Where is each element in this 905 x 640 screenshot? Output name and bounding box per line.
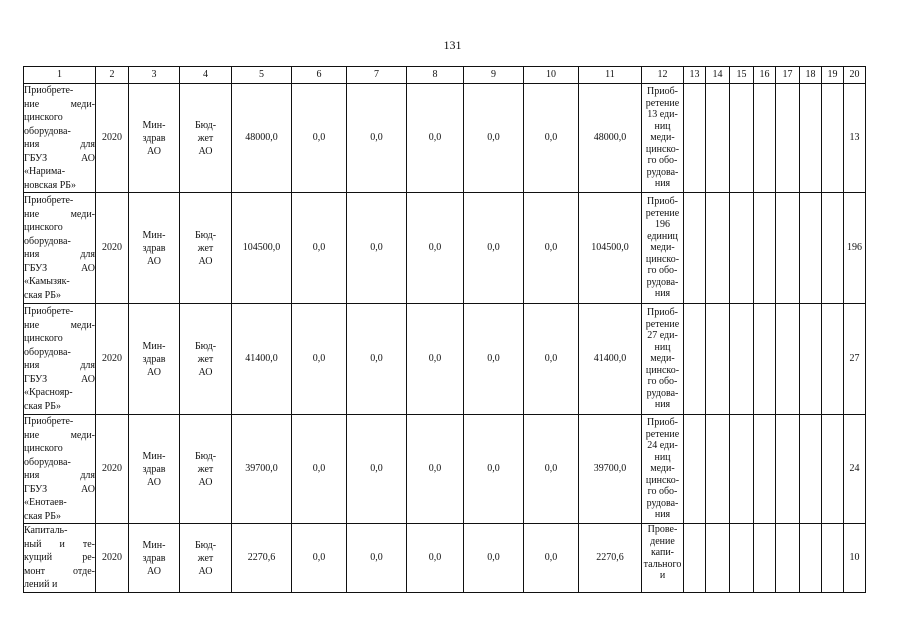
cell-line: АО [147,476,161,488]
empty-cell [776,524,800,593]
cell-line: ния для [24,139,95,150]
cell-line: Бюд- [194,539,217,551]
executor-cell [129,84,180,193]
cell-line: оборудова- [24,346,71,358]
cell-line: ния для [24,360,95,371]
empty-cell [730,84,754,193]
header-row [24,67,866,84]
cell-line: ниц [654,451,671,463]
cell-line: ретение [645,428,680,440]
amount-cell: 0,0 [407,304,464,415]
result-cell [642,304,684,415]
amount-cell: 0,0 [292,524,347,593]
cell-line: го обо- [647,486,678,498]
amount-cell: 0,0 [524,524,579,593]
amount-cell: 41400,0 [232,304,292,415]
cell-line: Приоб- [647,196,678,208]
cell-line: АО [147,145,161,157]
empty-cell [822,84,844,193]
indicator-cell: 27 [844,304,866,415]
empty-cell [706,524,730,593]
cell-line: АО [198,476,213,488]
empty-cell [684,193,706,304]
cell-line: «Краснояр- [24,387,73,398]
cell-line: кущий ре- [24,552,95,563]
cell-line: «Нарима- [24,166,66,177]
cell-line: Мин- [142,119,166,131]
year-cell: 2020 [96,524,129,593]
cell-line: 196 [655,219,670,231]
cell-line: монт отде- [24,565,95,577]
indicator-cell: 196 [844,193,866,304]
empty-cell [800,304,822,415]
funding-source-cell [180,193,232,304]
column-header: 15 [730,67,754,84]
empty-cell [754,193,776,304]
amount-cell: 41400,0 [579,304,642,415]
cell-line: АО [198,366,213,378]
result-cell [642,84,684,193]
funding-source-cell [180,524,232,593]
cell-line: жет [197,353,214,365]
cell-line: Приоб- [647,307,678,319]
cell-line: ный и те- [24,538,95,550]
cell-line: рудова- [646,276,679,288]
cell-line: здрав [142,463,166,475]
empty-cell [754,84,776,193]
empty-cell [776,304,800,415]
activity-name-cell [24,415,96,524]
cell-line: «Енотаев- [24,497,67,508]
empty-cell [800,84,822,193]
cell-line: цинского [24,112,63,123]
amount-cell: 0,0 [464,415,524,524]
cell-line: здрав [142,242,166,254]
cell-line: АО [198,255,213,267]
cell-line: ниц [654,120,671,132]
cell-line: Бюд- [194,450,217,462]
empty-cell [730,524,754,593]
year-cell: 2020 [96,415,129,524]
column-header: 2 [96,67,129,84]
cell-line: ская РБ» [24,400,61,412]
cell-line: Бюд- [194,340,217,352]
empty-cell [730,193,754,304]
column-header: 5 [232,67,292,84]
cell-line: Бюд- [194,229,217,241]
funding-source-cell [180,304,232,415]
activity-name-cell [24,304,96,415]
cell-line: ния [654,288,671,300]
executor-cell [129,524,180,593]
table-row [24,304,866,415]
indicator-cell: 13 [844,84,866,193]
result-cell [642,415,684,524]
empty-cell [706,304,730,415]
amount-cell: 104500,0 [579,193,642,304]
funding-source-cell [180,415,232,524]
cell-line: Мин- [142,450,166,462]
cell-line: меди- [650,463,675,475]
amount-cell: 0,0 [524,415,579,524]
empty-cell [706,415,730,524]
cell-line: Капиталь- [24,525,68,536]
cell-line: жет [197,463,214,475]
column-header: 19 [822,67,844,84]
table-row [24,84,866,193]
cell-line: Мин- [142,229,166,241]
empty-cell [800,524,822,593]
column-header: 14 [706,67,730,84]
cell-line: меди- [650,242,675,254]
cell-line: Приобрете- [24,306,74,317]
cell-line: ния [654,509,671,521]
column-header: 17 [776,67,800,84]
cell-line: АО [147,366,161,378]
amount-cell: 0,0 [464,84,524,193]
cell-line: жет [197,242,214,254]
column-header: 8 [407,67,464,84]
cell-line: «Камызяк- [24,276,70,287]
cell-line: цинского [24,443,63,454]
empty-cell [730,415,754,524]
column-header: 3 [129,67,180,84]
amount-cell: 0,0 [292,84,347,193]
cell-line: здрав [142,353,166,365]
column-header: 10 [524,67,579,84]
empty-cell [706,84,730,193]
cell-line: ния для [24,249,95,260]
empty-cell [684,84,706,193]
empty-cell [776,415,800,524]
column-header: 4 [180,67,232,84]
indicator-cell: 24 [844,415,866,524]
empty-cell [684,415,706,524]
cell-line: меди- [650,132,675,144]
cell-line: жет [197,132,214,144]
cell-line: ретение [645,97,680,109]
amount-cell: 0,0 [347,524,407,593]
cell-line: капи- [650,547,675,558]
executor-cell [129,415,180,524]
cell-line: ская РБ» [24,289,61,301]
column-header: 20 [844,67,866,84]
cell-line: тального [643,558,682,570]
year-cell: 2020 [96,193,129,304]
cell-line: АО [147,255,161,267]
amount-cell: 0,0 [292,415,347,524]
table-row [24,524,866,593]
column-header: 1 [24,67,96,84]
amount-cell: 0,0 [464,304,524,415]
cell-line: жет [197,552,214,564]
table-row [24,415,866,524]
cell-line: цинско- [645,474,680,486]
funding-source-cell [180,84,232,193]
column-header: 13 [684,67,706,84]
cell-line: го обо- [647,155,678,167]
amount-cell: 0,0 [407,415,464,524]
amount-cell: 104500,0 [232,193,292,304]
cell-line: Приобрете- [24,195,74,206]
cell-line: ние меди- [24,208,95,220]
amount-cell: 0,0 [407,524,464,593]
cell-line: ние меди- [24,98,95,110]
cell-line: Приоб- [647,417,678,429]
empty-cell [754,415,776,524]
cell-line: 13 еди- [647,109,678,121]
amount-cell: 48000,0 [232,84,292,193]
amount-cell: 2270,6 [579,524,642,593]
cell-line: ская РБ» [24,510,61,522]
cell-line: Мин- [142,340,166,352]
cell-line: Приобрете- [24,416,74,427]
result-cell [642,193,684,304]
cell-line: ниц [654,341,671,353]
indicator-cell: 10 [844,524,866,593]
cell-line: Приоб- [647,86,678,98]
empty-cell [800,415,822,524]
cell-line: дение [650,535,675,547]
activity-name-cell [24,524,96,593]
table-row [24,193,866,304]
activity-name-cell [24,193,96,304]
empty-cell [822,193,844,304]
cell-line: рудова- [646,497,679,509]
column-header: 16 [754,67,776,84]
cell-line: рудова- [646,166,679,178]
amount-cell: 0,0 [524,84,579,193]
empty-cell [706,193,730,304]
amount-cell: 0,0 [292,193,347,304]
cell-line: АО [147,565,161,577]
amount-cell: 0,0 [407,193,464,304]
cell-line: цинского [24,222,63,233]
cell-line: го обо- [647,265,678,277]
cell-line: ние меди- [24,319,95,331]
cell-line: ретение [645,207,680,219]
result-cell [642,524,684,593]
amount-cell: 0,0 [347,415,407,524]
cell-line: ГБУЗ АО [24,373,95,385]
column-header: 18 [800,67,822,84]
cell-line: ретение [645,318,680,330]
cell-line: Бюд- [194,119,217,131]
executor-cell [129,304,180,415]
empty-cell [730,304,754,415]
amount-cell: 2270,6 [232,524,292,593]
empty-cell [684,304,706,415]
empty-cell [822,415,844,524]
column-header: 7 [347,67,407,84]
cell-line: Мин- [142,539,166,551]
cell-line: рудова- [646,387,679,399]
column-header: 9 [464,67,524,84]
cell-line: ние меди- [24,429,95,441]
cell-line: ния для [24,470,95,481]
cell-line: оборудова- [24,125,71,137]
empty-cell [776,84,800,193]
amount-cell: 0,0 [347,304,407,415]
column-header: 12 [642,67,684,84]
cell-line: цинско- [645,253,680,265]
empty-cell [800,193,822,304]
cell-line: АО [198,565,213,577]
year-cell: 2020 [96,304,129,415]
cell-line: оборудова- [24,235,71,247]
cell-line: меди- [650,353,675,365]
cell-line: ГБУЗ АО [24,152,95,164]
cell-line: цинско- [645,143,680,155]
cell-line: 24 еди- [647,440,678,452]
activity-name-cell [24,84,96,193]
amount-cell: 0,0 [524,193,579,304]
cell-line: ГБУЗ АО [24,483,95,495]
column-header: 11 [579,67,642,84]
cell-line: го обо- [647,376,678,388]
empty-cell [754,524,776,593]
cell-line: Приобрете- [24,85,74,96]
cell-line: ния [654,399,671,411]
cell-line: Прове- [647,524,678,535]
cell-line: АО [198,145,213,157]
empty-cell [754,304,776,415]
cell-line: здрав [142,132,166,144]
amount-cell: 0,0 [464,193,524,304]
cell-line: 27 еди- [647,330,678,342]
amount-cell: 0,0 [347,193,407,304]
cell-line: цинско- [645,364,680,376]
program-table [23,66,866,593]
empty-cell [822,524,844,593]
cell-line: единиц [647,230,678,242]
cell-line: новская РБ» [24,179,77,191]
amount-cell: 0,0 [407,84,464,193]
amount-cell: 48000,0 [579,84,642,193]
empty-cell [822,304,844,415]
executor-cell [129,193,180,304]
cell-line: ГБУЗ АО [24,262,95,274]
cell-line: и [659,570,666,581]
amount-cell: 39700,0 [579,415,642,524]
page-number: 131 [443,38,462,52]
empty-cell [684,524,706,593]
empty-cell [776,193,800,304]
cell-line: ния [654,178,671,190]
column-header: 6 [292,67,347,84]
amount-cell: 0,0 [524,304,579,415]
amount-cell: 0,0 [347,84,407,193]
amount-cell: 0,0 [292,304,347,415]
cell-line: лений и [24,579,58,590]
year-cell: 2020 [96,84,129,193]
amount-cell: 0,0 [464,524,524,593]
cell-line: здрав [142,552,166,564]
cell-line: оборудова- [24,456,71,468]
amount-cell: 39700,0 [232,415,292,524]
cell-line: цинского [24,333,63,344]
